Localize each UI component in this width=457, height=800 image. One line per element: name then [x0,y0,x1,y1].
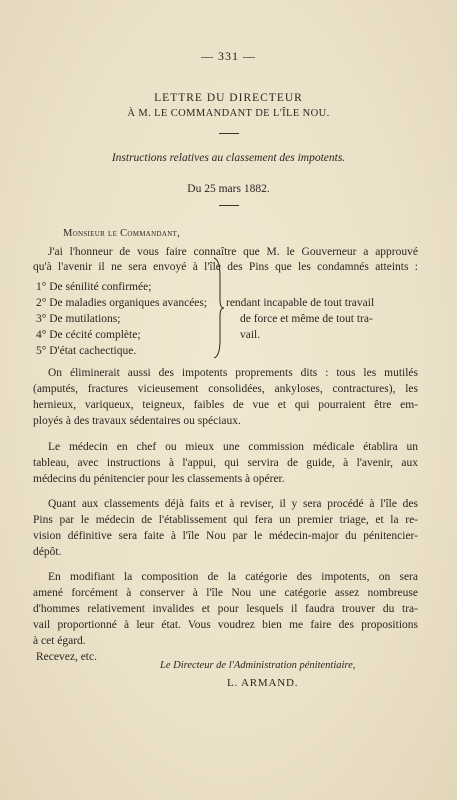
heading-line-2: À M. LE COMMANDANT DE L'ÎLE NOU. [127,108,330,119]
divider-rule [219,133,239,134]
text-line: amené forcément à conserver à l'île Nou une catégorie assez nombreuse [33,587,418,599]
text-line: (amputés, fractures vicieusement consolidées, ankyloses, contractures), les [33,383,418,395]
text-line: tableau, avec instructions à l'appui, qui servira de guide, à l'avenir, aux [33,457,418,469]
closing-line: Recevez, etc. [36,651,97,663]
list-item: 2° De maladies organiques avancées; [36,297,208,309]
text-line: à cet égard. [33,635,86,647]
list-item: 3° De mutilations; [36,313,121,325]
salutation: Monsieur le Commandant, [63,228,181,239]
brace-text-line: de force et même de tout tra- [240,313,373,325]
page-number: — 331 — [201,49,256,63]
text-line: En modifiant la composition de la catégorie des impotents, on sera [48,571,418,583]
text-line: médecins du pénitencier pour les classements à opérer. [33,473,285,485]
letter-date: Du 25 mars 1882. [187,183,270,195]
subtitle: Instructions relatives au classement des impotents. [111,152,346,164]
text-line: hernieux, variqueux, teigneux, faibles de vue et qui pourraient être em- [33,399,418,411]
brace-text-line: rendant incapable de tout travail [226,297,375,309]
text-line: J'ai l'honneur de vous faire connaître que M. le Gouverneur a approuvé [48,246,418,258]
text-line: qu'à l'avenir il ne sera envoyé à l'île des Pins que les condamnés atteints : [33,261,418,273]
divider-rule [219,205,239,206]
text-line: On éliminerait aussi des impotents proprements dits : tous les mutilés [48,367,418,379]
text-line: Le médecin en chef ou mieux une commission médicale établira un [48,441,418,453]
signature-title: Le Directeur de l'Administration pénitentiaire, [160,660,356,671]
text-line: vail proportionné à leur état. Vous voudrez bien me faire des propositions [33,619,418,631]
list-item: 1° De sénilité confirmée; [36,281,152,293]
text-line: Quant aux classements déjà faits et à reviser, il y sera procédé à l'île des [48,498,418,510]
list-item: 4° De cécité complète; [36,329,141,341]
text-line: Pins par le médecin de l'établissement qui fera un premier triage, et la re- [33,514,418,526]
signature-name: L. ARMAND. [227,677,299,689]
text-line: dépôt. [33,546,62,558]
text-line: d'hommes relativement invalides et pour lesquels il faudra trouver du tra- [33,603,418,615]
heading-line-1: LETTRE DU DIRECTEUR [154,92,303,104]
curly-brace [212,256,226,360]
brace-text-line: vail. [240,329,261,341]
text-line: vision définitive sera faite à l'île Nou par le médecin-major du pénitencier- [33,530,418,542]
text-line: ployés à des travaux sédentaires ou spéciaux. [33,415,241,427]
list-item: 5° D'état cachectique. [36,345,137,357]
